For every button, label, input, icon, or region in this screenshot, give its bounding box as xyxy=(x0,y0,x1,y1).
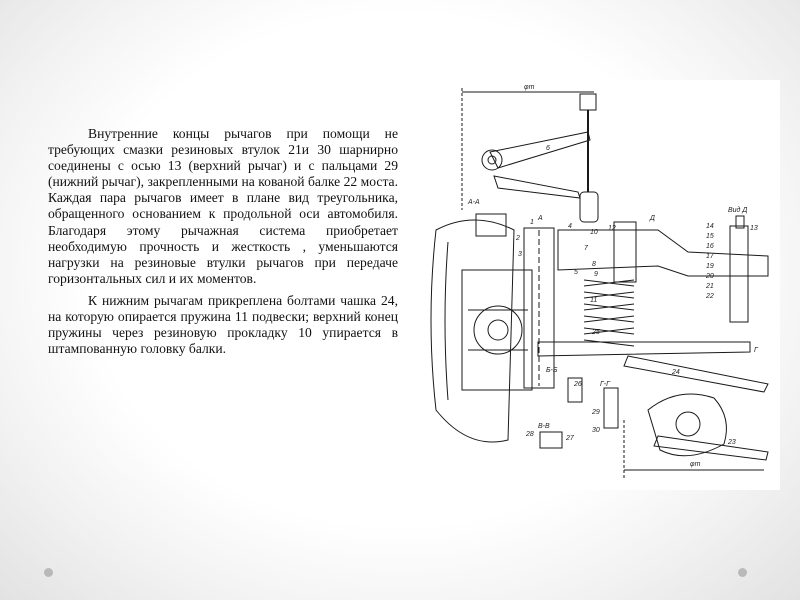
label-n19: 19 xyxy=(706,263,714,270)
upper-arm-bushing xyxy=(482,150,502,170)
label-view-d: Вид Д xyxy=(728,207,748,214)
label-section-gg: Г-Г xyxy=(600,381,610,388)
label-n21: 21 xyxy=(706,283,714,290)
label-n3: 3 xyxy=(518,251,522,258)
lower-arm-rear xyxy=(624,356,768,392)
view-d-part xyxy=(730,226,748,322)
paragraph-2: К нижним рычагам прикреплена болтами чашка 24, на которую опирается пружина 11 подвески; верхний конец пружины через резиновую прокладку 10 упирается в штампованную головку балки. xyxy=(48,292,398,357)
label-n4: 4 xyxy=(568,223,572,230)
spring-cup-center xyxy=(676,412,700,436)
slide-bullet-left xyxy=(44,568,53,577)
suspension-drawing xyxy=(428,80,780,490)
label-n30: 30 xyxy=(592,427,600,434)
shock-lower-mount xyxy=(580,192,598,222)
upper-arm-rear xyxy=(494,176,580,198)
label-dim-top: φт xyxy=(524,84,535,91)
label-n5: 5 xyxy=(574,269,578,276)
label-n29: 29 xyxy=(592,409,600,416)
label-n23: 23 xyxy=(728,439,736,446)
shock-top-mount xyxy=(580,94,596,110)
label-n22: 22 xyxy=(706,293,714,300)
label-n7: 7 xyxy=(584,245,588,252)
label-n1: 1 xyxy=(530,219,534,226)
shock-absorber xyxy=(614,222,636,282)
upper-arm xyxy=(490,132,590,168)
label-n10: 10 xyxy=(590,229,598,236)
section-gg-part xyxy=(604,388,618,428)
label-n8: 8 xyxy=(592,261,596,268)
tire xyxy=(431,220,514,442)
slide-bullet-right xyxy=(738,568,747,577)
label-n2: 2 xyxy=(516,235,520,242)
label-n25: 25 xyxy=(592,329,600,336)
label-n16: 16 xyxy=(706,243,714,250)
label-section-bb: Б-Б xyxy=(546,367,558,374)
label-n12: 12 xyxy=(608,225,616,232)
section-vv-part xyxy=(540,432,562,448)
lower-link xyxy=(654,436,768,460)
label-n27: 27 xyxy=(566,435,574,442)
label-section-aa: А-А xyxy=(468,199,480,206)
label-n6: 6 xyxy=(546,145,550,152)
coil-spring xyxy=(584,280,634,346)
upper-arm-bushing-center xyxy=(488,156,496,164)
suspension-drawing-svg xyxy=(428,80,780,490)
tire-inner xyxy=(445,242,448,400)
hub-center xyxy=(488,320,508,340)
label-mark-d: Д xyxy=(650,215,655,222)
label-n17: 17 xyxy=(706,253,714,260)
lower-arm xyxy=(538,342,750,356)
label-n28: 28 xyxy=(526,431,534,438)
label-n26: 26 xyxy=(574,381,582,388)
label-n11: 11 xyxy=(590,297,598,304)
label-n24: 24 xyxy=(672,369,680,376)
axle-beam xyxy=(558,230,768,276)
label-n15: 15 xyxy=(706,233,714,240)
label-section-vv: В-В xyxy=(538,423,550,430)
body-text xyxy=(48,126,398,363)
paragraph-1: Внутренние концы рычагов при помощи не требующих смазки резиновых втулок 21и 30 шарнирно соединены с осью 13 (верхний рычаг) и с пальцами 29 (нижний рычаг), закрепленными на кованой балке 22 моста. Каждая пара рычагов имеет в плане вид треугольника, обращенного основанием к продольной оси автомобиля. Благодаря этому рычажная система приобретает необходимую прочность и жесткость , уменьшаются нагрузки на резиновые втулки рычагов при передаче горизонтальных сил и их моментов. xyxy=(48,126,398,286)
label-mark-a: А xyxy=(538,215,543,222)
label-n13: 13 xyxy=(750,225,758,232)
label-mark-g: Г xyxy=(754,347,758,354)
label-dim-bottom: φт xyxy=(690,461,701,468)
label-n14: 14 xyxy=(706,223,714,230)
label-n9: 9 xyxy=(594,271,598,278)
label-n20: 20 xyxy=(706,273,714,280)
hub xyxy=(474,306,522,354)
